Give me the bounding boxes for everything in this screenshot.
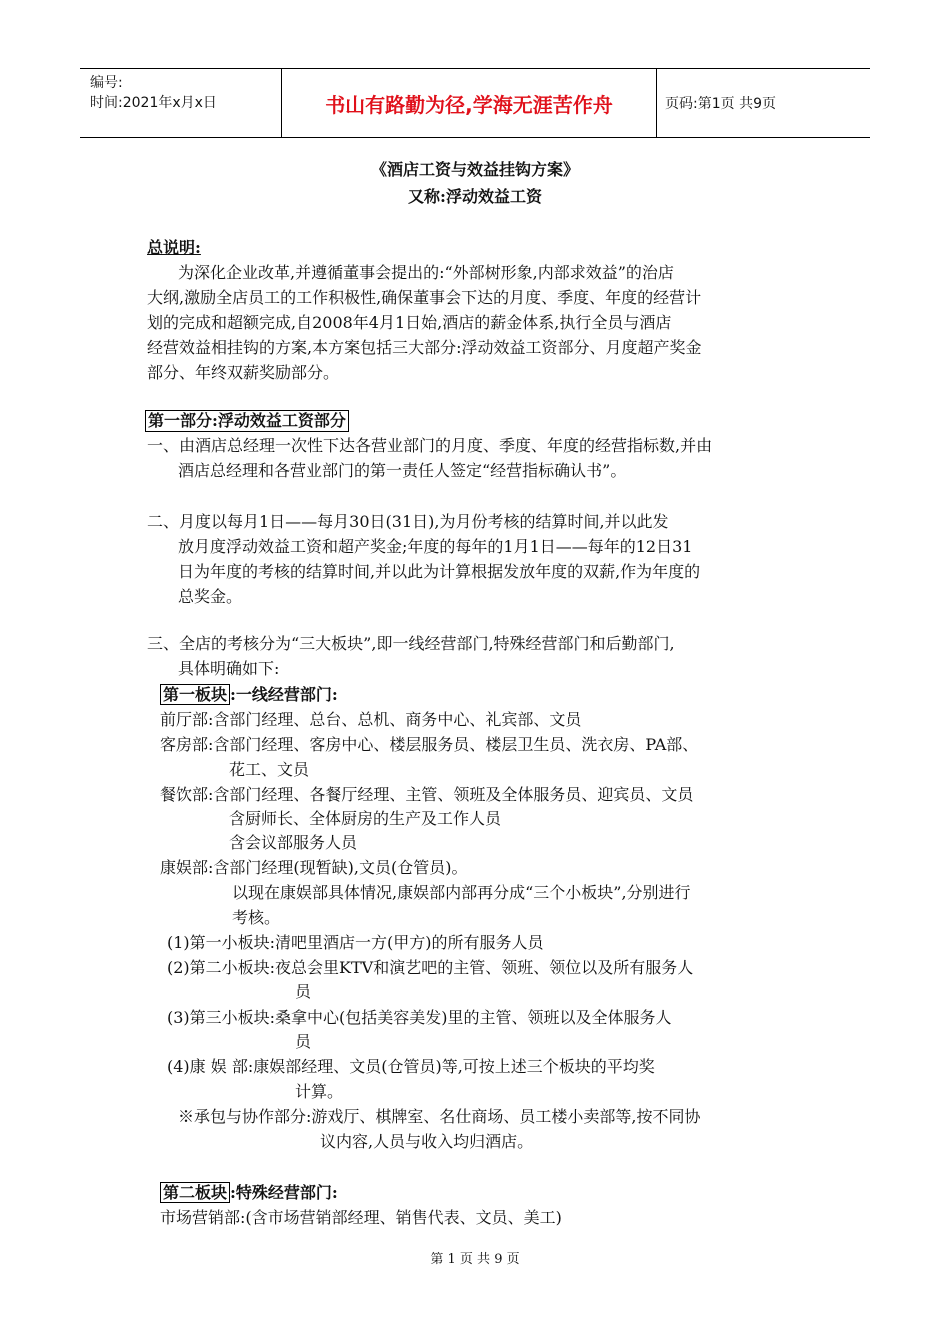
dept-line: 考核。 [232, 908, 281, 927]
dept-line: 以现在康娱部具体情况,康娱部内部再分成“三个小板块”,分别进行 [232, 883, 691, 902]
dept-line: 前厅部:含部门经理、总台、总机、商务中心、礼宾部、文员 [160, 710, 582, 729]
part1-heading: 第一部分:浮动效益工资部分 [145, 410, 349, 432]
subblock-line: 员 [295, 982, 312, 1001]
document-subtitle: 又称:浮动效益工资 [408, 187, 542, 206]
subblock-line: 计算。 [295, 1082, 344, 1101]
document-title: 《酒店工资与效益挂钩方案》 [370, 160, 579, 179]
block2-label: 第二板块 [160, 1182, 230, 1203]
item2-line: 日为年度的考核的结算时间,并以此为计算根据发放年度的双薪,作为年度的 [178, 562, 701, 581]
contract-line: ※承包与协作部分:游戏厅、棋牌室、名仕商场、员工楼小卖部等,按不同协 [178, 1107, 701, 1126]
summary-line: 划的完成和超额完成,自2008年4月1日始,酒店的薪金体系,执行全员与酒店 [147, 313, 672, 332]
item2-line: 放月度浮动效益工资和超产奖金;年度的每年的1月1日——每年的12日31 [178, 537, 693, 556]
block1-label: 第一板块 [160, 684, 230, 705]
dept-line: 花工、文员 [229, 760, 310, 779]
subblock-line: (2)第二小板块:夜总会里KTV和演艺吧的主管、领班、领位以及所有服务人 [167, 958, 694, 977]
dept-line: 康娱部:含部门经理(现暂缺),文员(仓管员)。 [160, 858, 468, 877]
dept-line: 含会议部服务人员 [229, 833, 358, 852]
item1-line: 一、由酒店总经理一次性下达各营业部门的月度、季度、年度的经营指标数,并由 [147, 436, 713, 455]
block1-title: :一线经营部门: [230, 685, 338, 704]
item3-line: 三、全店的考核分为“三大板块”,即一线经营部门,特殊经营部门和后勤部门, [147, 634, 675, 653]
page-footer: 第 1 页 共 9 页 [430, 1252, 520, 1267]
subblock-line: (4)康 娱 部:康娱部经理、文员(仓管员)等,可按上述三个板块的平均奖 [167, 1057, 655, 1076]
header-page-info: 页码:第1页 共9页 [665, 96, 776, 112]
item2-line: 二、月度以每月1日——每月30日(31日),为月份考核的结算时间,并以此发 [147, 512, 669, 531]
summary-line: 为深化企业改革,并遵循董事会提出的:“外部树形象,内部求效益”的治店 [178, 263, 674, 282]
subblock-line: 员 [295, 1032, 312, 1051]
dept-line: 餐饮部:含部门经理、各餐厅经理、主管、领班及全体服务员、迎宾员、文员 [160, 785, 694, 804]
header-number: 编号: [90, 75, 123, 91]
item3-line: 具体明确如下: [178, 659, 280, 678]
marketing-line: 市场营销部:(含市场营销部经理、销售代表、文员、美工) [160, 1208, 562, 1227]
document-header [80, 68, 870, 138]
subblock-line: (1)第一小板块:清吧里酒店一方(甲方)的所有服务人员 [167, 933, 544, 952]
contract-line: 议内容,人员与收入均归酒店。 [320, 1132, 534, 1151]
summary-line: 经营效益相挂钩的方案,本方案包括三大部分:浮动效益工资部分、月度超产奖金 [147, 338, 702, 357]
summary-line: 部分、年终双薪奖励部分。 [147, 363, 340, 382]
dept-line: 客房部:含部门经理、客房中心、楼层服务员、楼层卫生员、洗衣房、PA部、 [160, 735, 699, 754]
item2-line: 总奖金。 [178, 587, 243, 606]
subblock-line: (3)第三小板块:桑拿中心(包括美容美发)里的主管、领班以及全体服务人 [167, 1008, 672, 1027]
dept-line: 含厨师长、全体厨房的生产及工作人员 [229, 809, 502, 828]
block2-title: :特殊经营部门: [230, 1183, 338, 1202]
item1-line: 酒店总经理和各营业部门的第一责任人签定“经营指标确认书”。 [178, 461, 627, 480]
block1-heading [160, 685, 338, 705]
header-time: 时间:2021年x月x日 [90, 95, 217, 111]
block2-heading [160, 1183, 338, 1203]
header-motto: 书山有路勤为径,学海无涯苦作舟 [282, 69, 657, 137]
summary-heading: 总说明: [147, 238, 201, 257]
header-meta [80, 69, 282, 137]
summary-line: 大纲,激励全店员工的工作积极性,确保董事会下达的月度、季度、年度的经营计 [147, 288, 702, 307]
